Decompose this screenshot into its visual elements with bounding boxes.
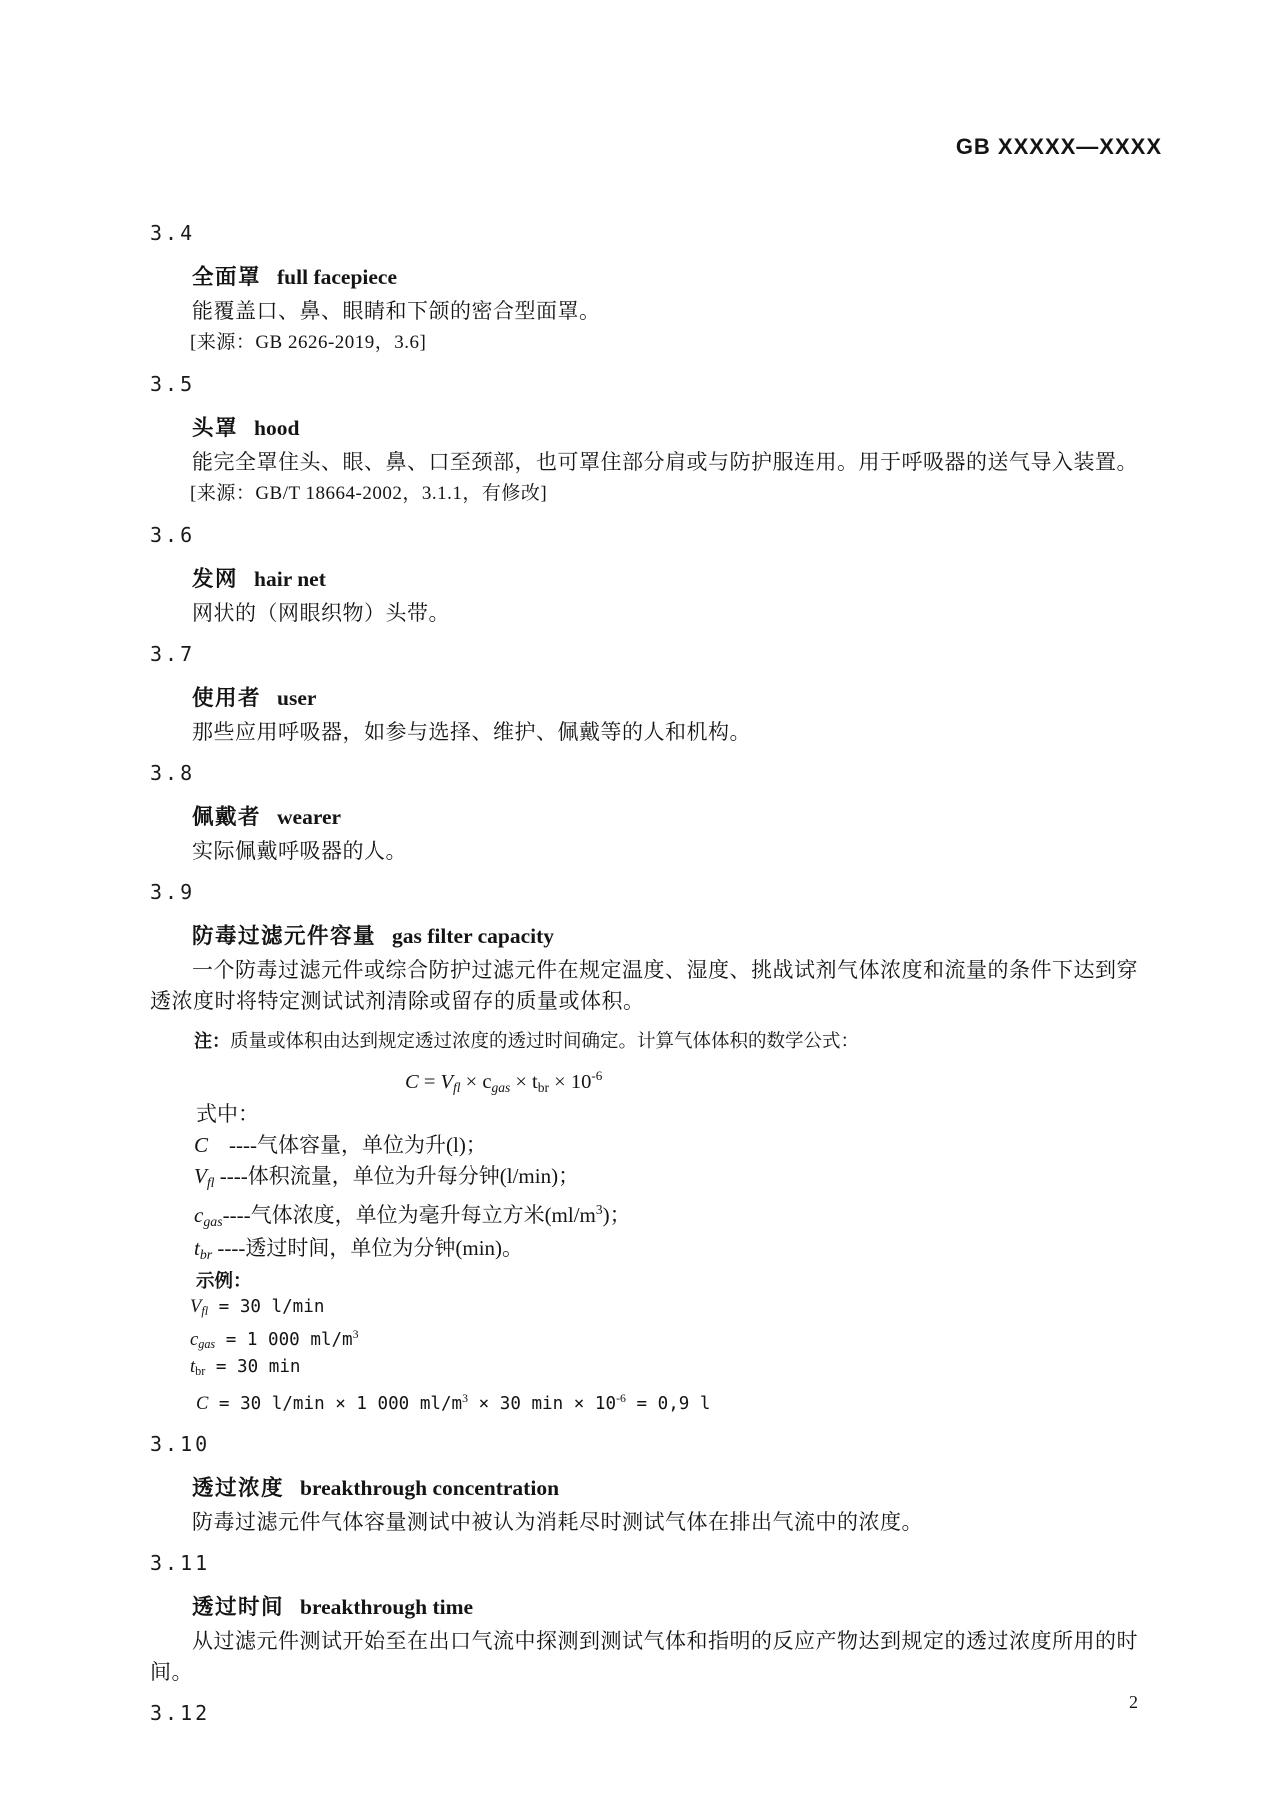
note-text: 质量或体积由达到规定透过浓度的透过时间确定。计算气体体积的数学公式： — [230, 1032, 860, 1052]
definition-text: 能覆盖口、鼻、眼睛和下颌的密合型面罩。 — [192, 299, 601, 323]
document-header — [956, 134, 1162, 160]
note-line — [150, 1026, 1155, 1057]
term-chinese: 全面罩 — [192, 265, 262, 289]
term-english: hood — [254, 416, 300, 440]
term-chinese: 佩戴者 — [192, 805, 262, 829]
section-3-12 — [150, 1698, 1155, 1728]
page-footer — [1129, 1692, 1138, 1713]
section-3-4 — [150, 218, 1155, 359]
term-heading — [150, 261, 1155, 296]
section-number: 3.5 — [150, 372, 196, 396]
term-english: gas filter capacity — [392, 924, 555, 948]
term-heading — [150, 563, 1155, 598]
definition-text: 能完全罩住头、眼、鼻、口至颈部，也可罩住部分肩或与防护服连用。用于呼吸器的送气导入装置。 — [192, 450, 1138, 474]
source-reference: [来源：GB/T 18664-2002，3.1.1，有修改] — [190, 483, 548, 504]
page-number: 2 — [1129, 1692, 1138, 1712]
section-number: 3.7 — [150, 642, 196, 666]
where-label: 式中： — [196, 1101, 259, 1126]
definition-text: 从过滤元件测试开始至在出口气流中探测到测试气体和指明的反应产物达到规定的透过浓度所用的时间。 — [150, 1629, 1138, 1685]
definition-text: 实际佩戴呼吸器的人。 — [192, 839, 407, 863]
example-time-value: tbr = 30 min — [190, 1356, 301, 1379]
section-number: 3.9 — [150, 880, 196, 904]
term-english: breakthrough time — [300, 1595, 474, 1620]
section-number: 3.11 — [150, 1551, 211, 1576]
definition-text: 防毒过滤元件气体容量测试中被认为消耗尽时测试气体在排出气流中的浓度。 — [192, 1510, 923, 1535]
section-number: 3.10 — [150, 1432, 211, 1457]
section-3-8 — [150, 758, 1155, 867]
term-heading — [150, 920, 1155, 955]
section-3-7 — [150, 639, 1155, 748]
term-english: user — [277, 686, 317, 710]
section-number: 3.4 — [150, 221, 196, 245]
example-flow-value: Vfl = 30 l/min — [190, 1296, 325, 1319]
section-3-9 — [150, 877, 1155, 1419]
term-heading — [150, 801, 1155, 836]
source-reference: [来源：GB 2626-2019，3.6] — [190, 332, 427, 353]
definition-text: 那些应用呼吸器，如参与选择、维护、佩戴等的人和机构。 — [192, 720, 751, 744]
where-item-capacity: C ----气体容量，单位为升(l)； — [194, 1132, 487, 1157]
example-calculation: C = 30 l/min × 1 000 $ml/m^3 \times 30$ $\min \times 10^{-6} = 0,9$ l — [196, 1390, 711, 1415]
term-english: wearer — [277, 805, 342, 829]
section-number: 3.8 — [150, 761, 196, 785]
term-chinese: 使用者 — [192, 686, 262, 710]
term-english: hair net — [254, 567, 326, 591]
term-english: breakthrough concentration — [300, 1476, 560, 1501]
section-3-5 — [150, 369, 1155, 510]
section-3-10 — [150, 1429, 1155, 1538]
example-concentration-value: cgas = 1 000 $ml/m^3$ — [190, 1326, 359, 1352]
document-content — [150, 208, 1155, 1741]
term-chinese: 透过浓度 — [192, 1476, 285, 1501]
term-heading — [150, 682, 1155, 717]
term-heading — [150, 1591, 1155, 1626]
note-label: 注： — [194, 1031, 230, 1051]
where-item-concentration: cgas----气体浓度，单位为毫升每立方米$(ml/m^3)$； — [194, 1201, 631, 1229]
section-3-11 — [150, 1548, 1155, 1688]
definition-text: 一个防毒过滤元件或综合防护过滤元件在规定温度、湿度、挑战试剂气体浓度和流量的条件下达到穿透浓度时将特定测试试剂清除或留存的质量或体积。 — [150, 958, 1138, 1013]
definition-text: 网状的（网眼织物）头带。 — [192, 601, 450, 625]
section-number: 3.12 — [150, 1701, 211, 1726]
term-chinese: 发网 — [192, 567, 239, 591]
gas-volume-formula: C = Vfl × cgas × tbr × $10^{-6}$ — [405, 1068, 603, 1095]
example-label: 示例： — [196, 1269, 252, 1291]
standard-code: GB XXXXX—XXXX — [955, 134, 1162, 159]
term-chinese: 头罩 — [192, 416, 239, 440]
term-chinese: 透过时间 — [192, 1595, 285, 1620]
section-number: 3.6 — [150, 523, 196, 547]
term-heading — [150, 412, 1155, 447]
where-item-flow: Vfl ----体积流量，单位为升每分钟(l/min)； — [194, 1163, 580, 1190]
section-3-6 — [150, 520, 1155, 629]
term-heading — [150, 1472, 1155, 1507]
term-chinese: 防毒过滤元件容量 — [192, 924, 377, 948]
where-item-time: tbr ----透过时间，单位为分钟(min)。 — [194, 1235, 524, 1262]
term-english: full facepiece — [277, 265, 398, 289]
